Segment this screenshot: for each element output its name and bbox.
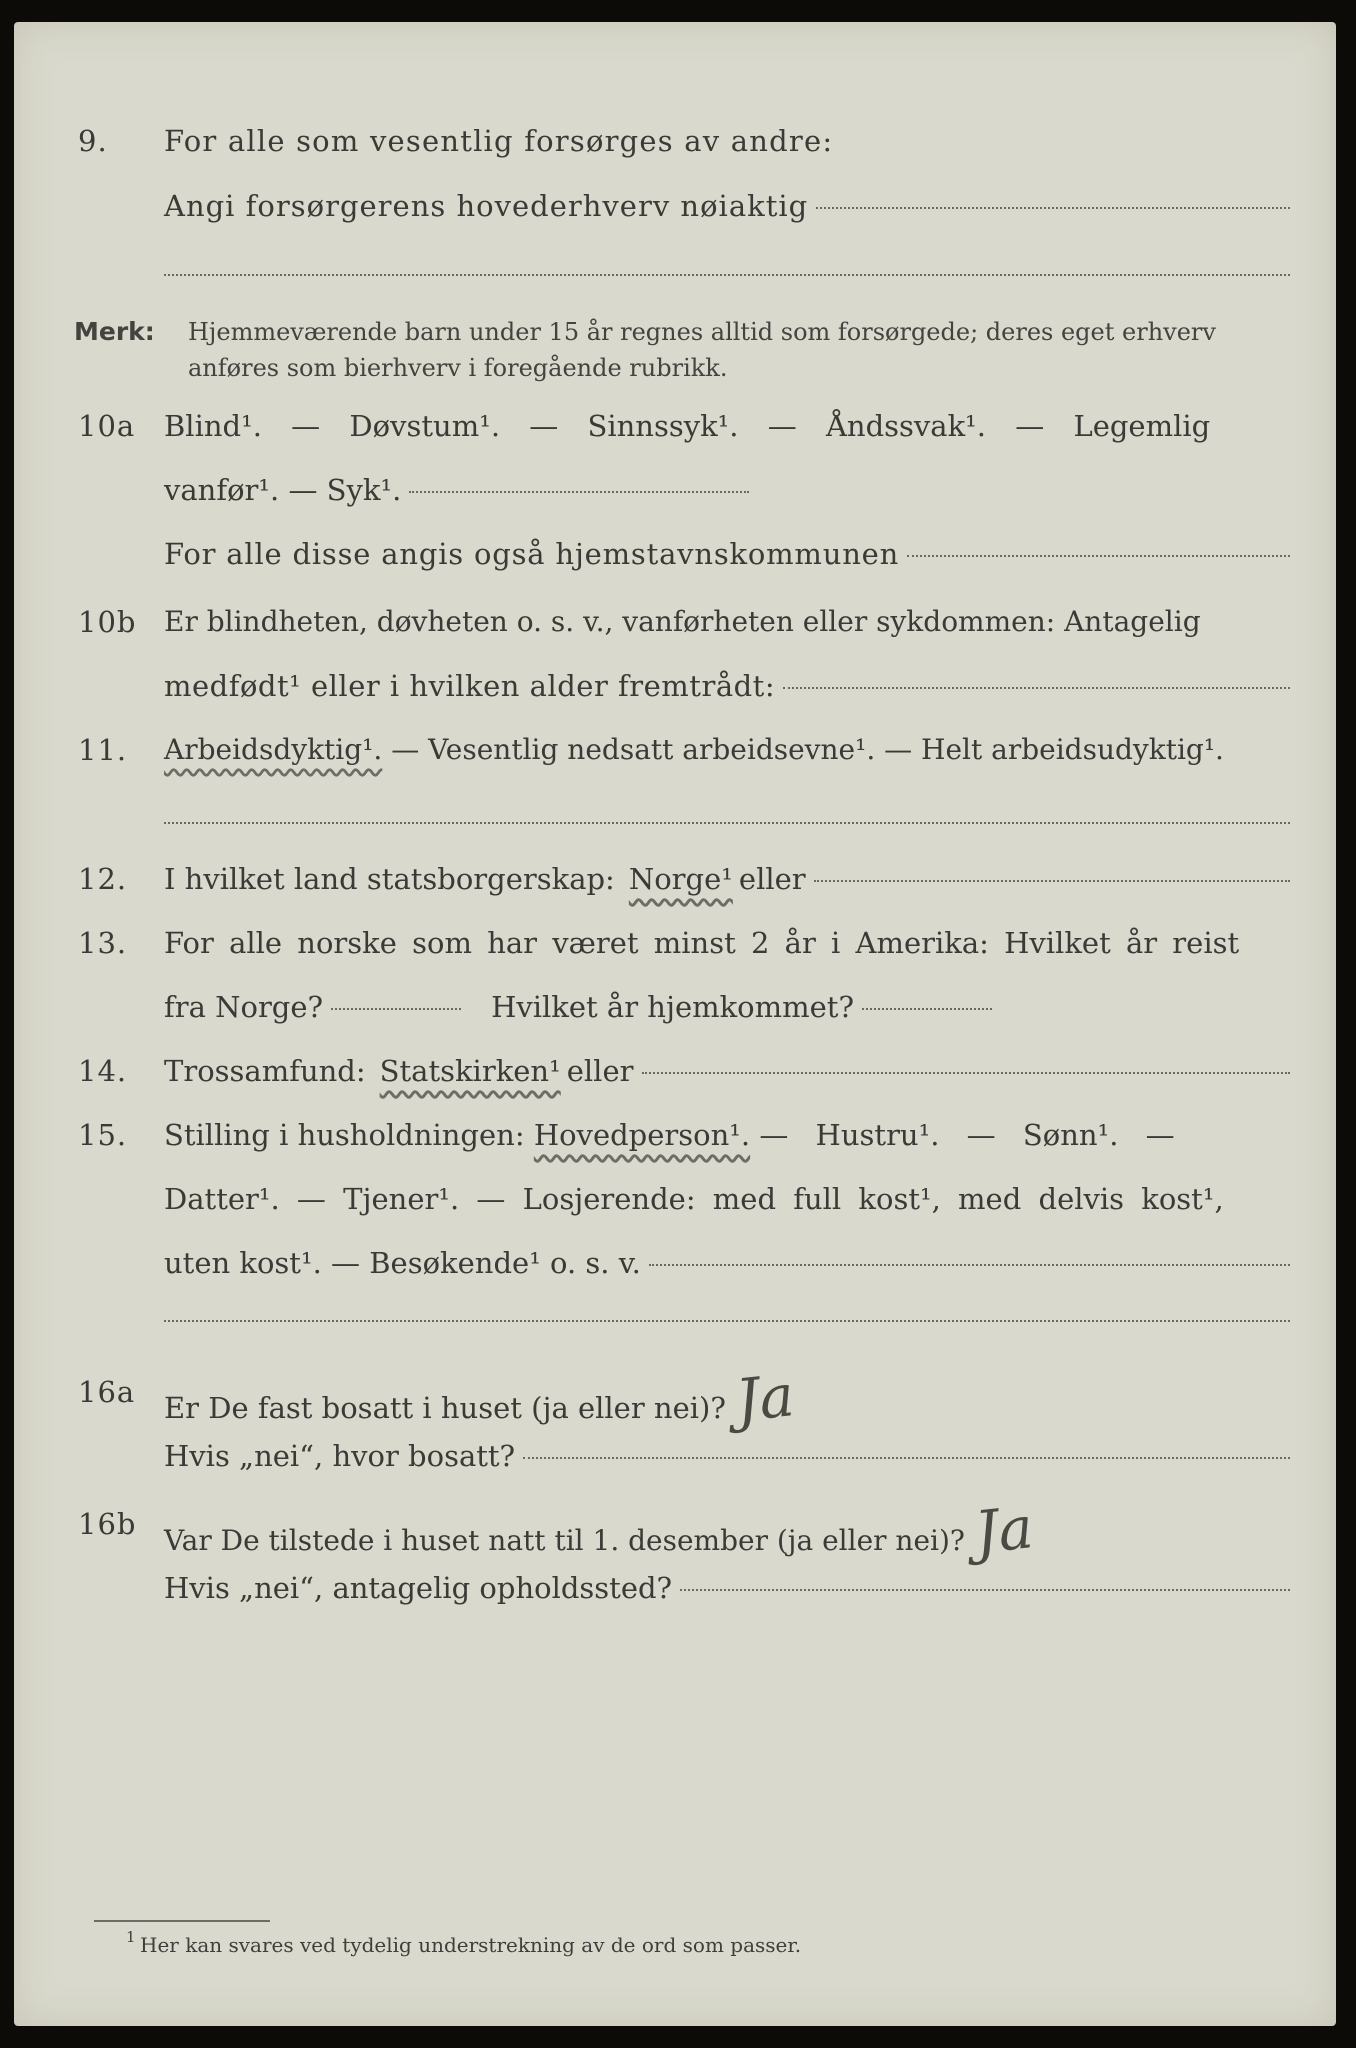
question-9-line2 xyxy=(14,184,1336,228)
answer-line-11[interactable] xyxy=(164,822,1290,824)
question-16b-line2 xyxy=(14,1566,1336,1610)
question-number: 11. xyxy=(78,733,128,767)
question-text: medfødt¹ eller i hvilken alder fremtrådt: xyxy=(164,669,776,703)
question-12 xyxy=(14,857,1336,901)
question-10a xyxy=(14,404,1336,448)
handwritten-answer: Ja xyxy=(732,1361,798,1435)
question-text: Var De tilstede i huset natt til 1. desember (ja eller nei)? xyxy=(164,1524,965,1557)
underlined-answer: Norge¹ xyxy=(628,862,733,896)
question-text: — Hustru¹. — Sønn¹. — xyxy=(759,1118,1175,1152)
answer-field-13-reist[interactable] xyxy=(331,1008,461,1010)
question-text: Trossamfund: xyxy=(164,1054,366,1088)
note-text-line2: anføres som bierhverv i foregående rubrikk. xyxy=(188,354,728,382)
handwritten-answer: Ja xyxy=(971,1493,1037,1567)
question-number: 12. xyxy=(78,862,128,896)
question-text: fra Norge? xyxy=(164,990,324,1024)
question-10a-line2 xyxy=(14,468,1336,512)
question-16a-line2 xyxy=(14,1434,1336,1478)
question-text: Hvis „nei“, hvor bosatt? xyxy=(164,1439,516,1473)
underlined-answer: Arbeidsdyktig¹. xyxy=(164,733,383,766)
question-text: Stilling i husholdningen: xyxy=(164,1118,534,1152)
question-text: Er blindheten, døvheten o. s. v., vanførheten eller sykdommen: Antagelig xyxy=(164,605,1201,638)
question-15-line3 xyxy=(14,1241,1336,1285)
question-10b-line2 xyxy=(14,664,1336,708)
question-text: Er De fast bosatt i huset (ja eller nei)? xyxy=(164,1391,726,1425)
question-text: uten kost¹. — Besøkende¹ o. s. v. xyxy=(164,1246,641,1280)
question-text: For alle disse angis også hjemstavnskommunen xyxy=(164,537,900,571)
answer-field-9[interactable] xyxy=(816,207,1290,209)
question-13 xyxy=(14,921,1336,965)
answer-line-9b[interactable] xyxy=(164,274,1290,276)
census-form-page xyxy=(14,22,1336,2026)
footnote-text: Her kan svares ved tydelig understrekning av de ord som passer. xyxy=(140,1933,802,1957)
footnote-marker: 1 xyxy=(126,1928,136,1946)
answer-field-10b[interactable] xyxy=(783,687,1290,689)
question-number: 10a xyxy=(78,409,136,443)
answer-field-12[interactable] xyxy=(814,880,1290,882)
question-text: eller xyxy=(566,1054,634,1088)
underlined-answer: Hovedperson¹. xyxy=(533,1118,751,1152)
question-text: Datter¹. — Tjener¹. — Losjerende: med full kost¹, med delvis kost¹, xyxy=(164,1182,1224,1216)
note-text-line1: Hjemmeværende barn under 15 år regnes alltid som forsørgede; deres eget erhverv xyxy=(188,318,1216,346)
question-text: For alle som vesentlig forsørges av andre: xyxy=(164,124,834,158)
footnote-divider xyxy=(94,1920,270,1922)
answer-field-10a[interactable] xyxy=(409,491,749,493)
question-9 xyxy=(14,119,1336,163)
question-10a-line3 xyxy=(14,532,1336,576)
question-number: 10b xyxy=(78,605,137,639)
question-text: — Vesentlig nedsatt arbeidsevne¹. — Helt arbeidsudyktig¹. xyxy=(391,733,1224,766)
answer-line-15[interactable] xyxy=(164,1320,1290,1322)
question-number: 16b xyxy=(78,1507,137,1541)
question-15 xyxy=(14,1113,1336,1157)
question-number: 15. xyxy=(78,1118,128,1152)
note-merk xyxy=(14,314,1336,394)
question-text: Blind¹. — Døvstum¹. — Sinnssyk¹. — Åndssvak¹. — Legemlig xyxy=(164,409,1211,443)
answer-field-13-hjem[interactable] xyxy=(862,1008,992,1010)
answer-field-16a[interactable] xyxy=(523,1457,1290,1459)
question-14 xyxy=(14,1049,1336,1093)
question-10b xyxy=(14,600,1336,644)
question-number: 9. xyxy=(78,124,108,158)
answer-field-15[interactable] xyxy=(649,1264,1290,1266)
question-text: For alle norske som har været minst 2 år i Amerika: Hvilket år reist xyxy=(164,926,1240,960)
question-16b xyxy=(14,1493,1336,1567)
question-text: Hvis „nei“, antagelig opholdssted? xyxy=(164,1571,673,1605)
question-number: 16a xyxy=(78,1375,136,1409)
underlined-answer: Statskirken¹ xyxy=(379,1054,561,1088)
question-15-line2 xyxy=(14,1177,1336,1221)
question-13-line2 xyxy=(14,985,1336,1029)
question-text: Angi forsørgerens hovederhverv nøiaktig xyxy=(164,189,809,223)
question-text: I hvilket land statsborgerskap: xyxy=(164,862,615,896)
question-16a xyxy=(14,1361,1336,1435)
note-label: Merk: xyxy=(74,317,155,346)
question-text: Hvilket år hjemkommet? xyxy=(491,990,855,1024)
question-number: 13. xyxy=(78,926,128,960)
answer-field-16b[interactable] xyxy=(680,1589,1290,1591)
question-text: eller xyxy=(738,862,806,896)
question-number: 14. xyxy=(78,1054,128,1088)
answer-field-14[interactable] xyxy=(642,1072,1291,1074)
answer-field-10a-kommune[interactable] xyxy=(907,555,1290,557)
question-text: vanfør¹. — Syk¹. xyxy=(164,473,402,507)
question-11 xyxy=(14,728,1336,772)
